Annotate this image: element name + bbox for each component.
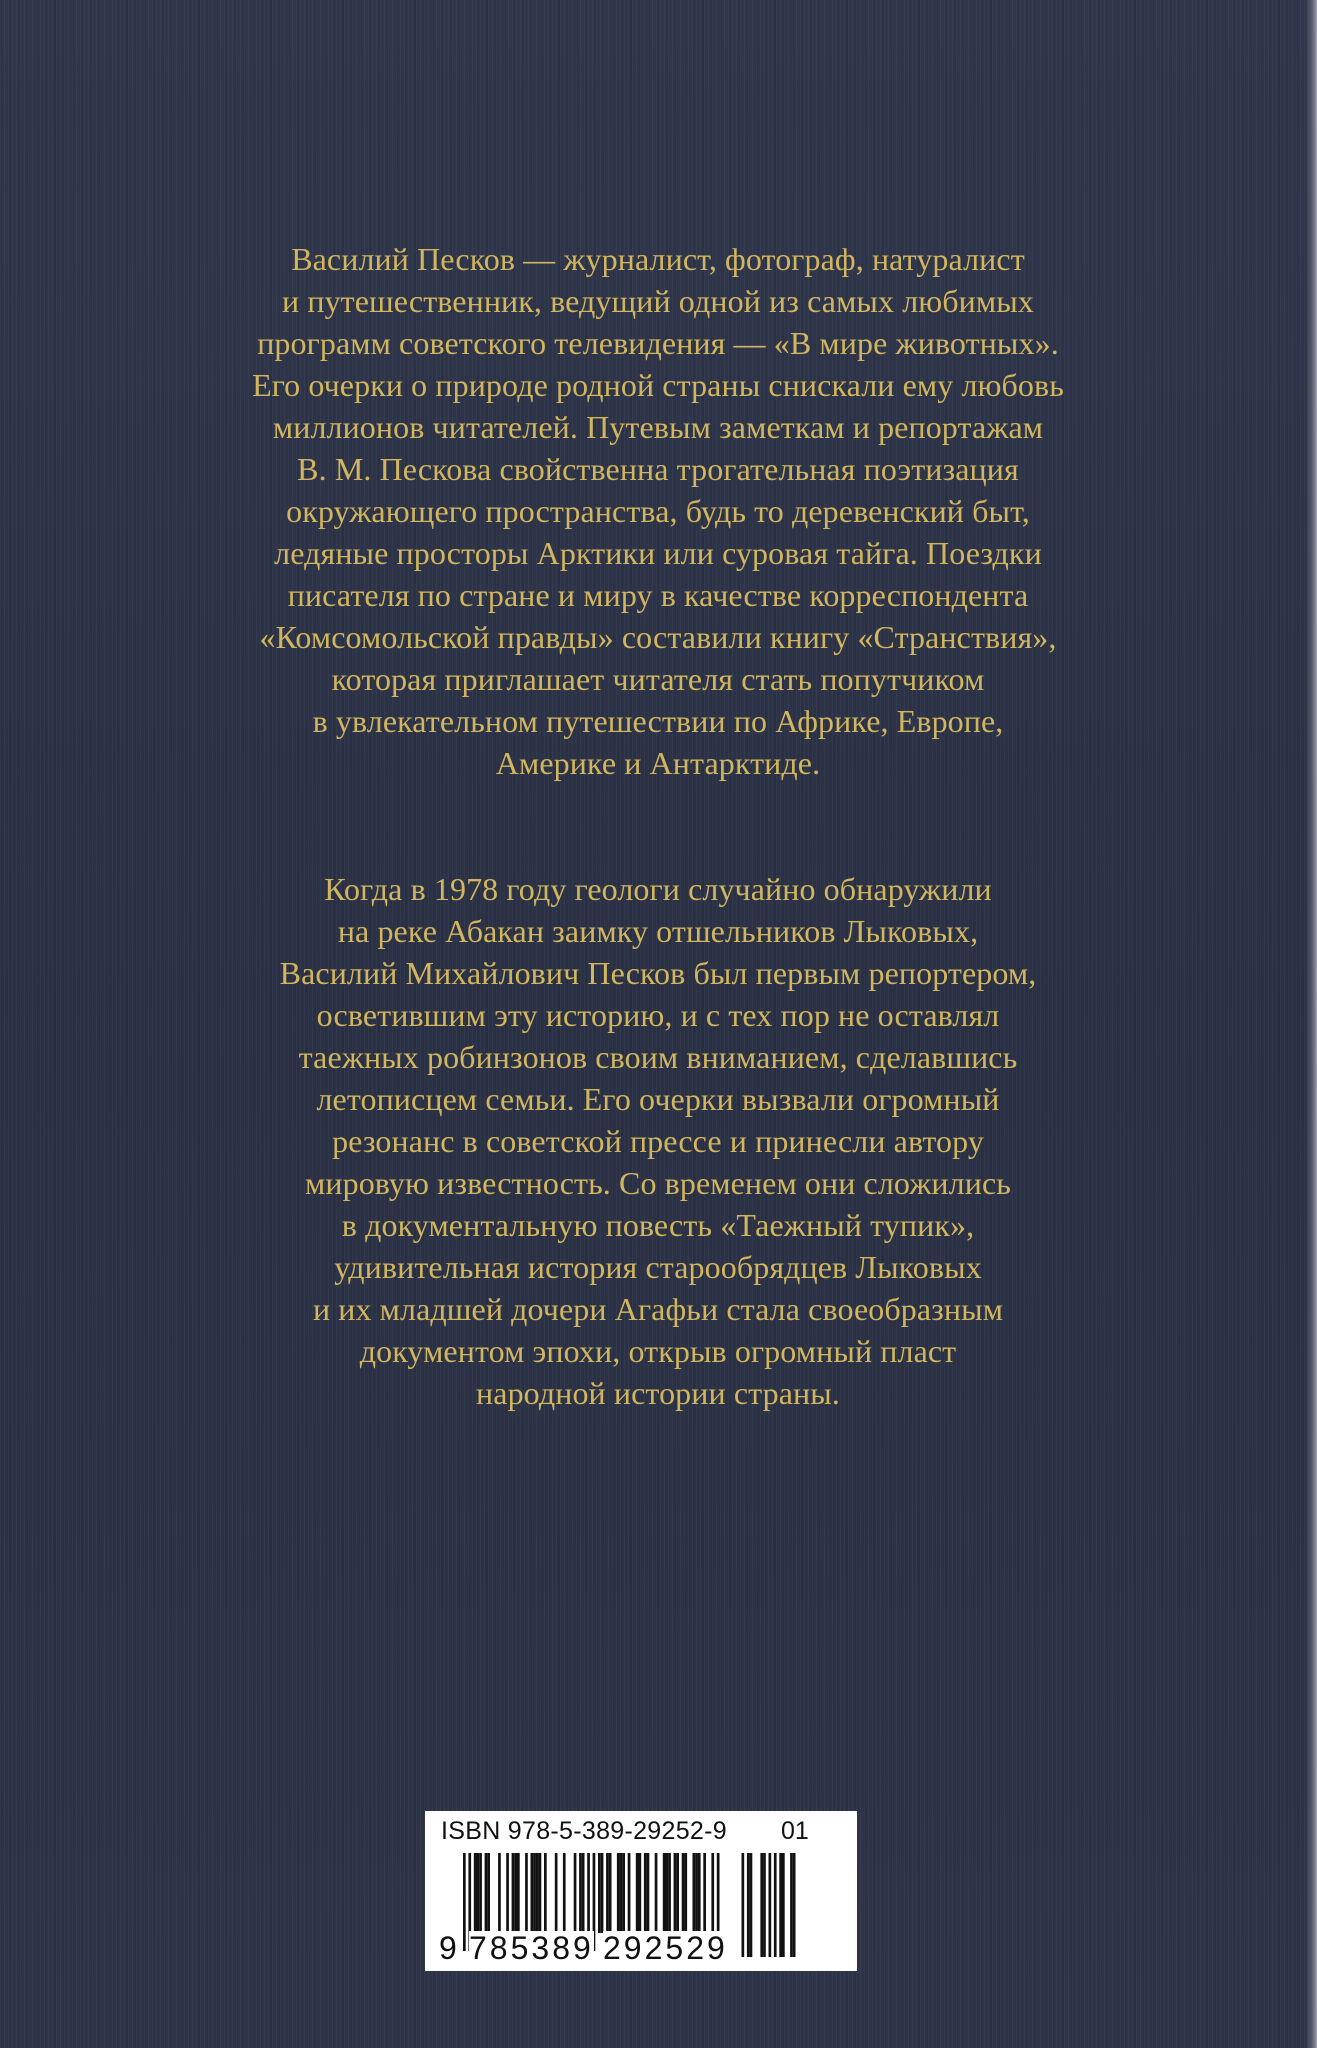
barcode-bar [544,1853,547,1933]
paragraph-line: таежных робинзонов своим вниманием, сделавшись [298,1039,1018,1075]
barcode-bar [536,1853,539,1933]
isbn-label: ISBN 978-5-389-29252-9 [441,1817,727,1845]
paragraph-line: Его очерки о природе родной страны снискали ему любовь [252,367,1064,403]
paragraph-line: которая приглашает читателя стать попутчиком [331,661,985,697]
ean-first-digit: 9 [439,1930,457,1966]
paragraph-line: писателя по стране и миру в качестве корреспондента [287,577,1029,613]
barcode-bar [674,1853,677,1933]
paragraph-line: документом эпохи, открыв огромный пласт [359,1333,957,1369]
barcode-bar [609,1853,612,1933]
addon-bar [760,1853,763,1957]
paragraph-line: миллионов читателей. Путевым заметкам и репортажам [272,409,1044,445]
barcode-bar [695,1853,698,1933]
addon-bar [742,1853,745,1957]
addon-bar [790,1853,793,1957]
barcode-bar [477,1853,480,1933]
barcode-bar [525,1853,528,1933]
paragraph-line: программ советского телевидения — «В мире животных». [257,325,1059,361]
barcode-bar [703,1853,706,1933]
barcode-bar [512,1853,515,1933]
paragraph-line: в увлекательном путешествии по Африке, Европе, [312,703,1004,739]
barcode-bar [622,1853,625,1933]
barcode-bar [666,1853,669,1933]
paragraph-line: ледяные просторы Арктики или суровая тайга. Поездки [274,535,1042,571]
paragraph-line: Америке и Антарктиде. [495,745,821,781]
barcode-bar [506,1853,509,1933]
addon-bar [769,1853,772,1957]
paragraph-line: В. М. Пескова свойственна трогательная поэтизация [297,451,1019,487]
barcode-bar [606,1853,609,1933]
ean-right-digits: 292529 [603,1930,728,1966]
ean-left-digits: 785389 [469,1930,594,1966]
barcode-bar [639,1853,642,1933]
barcode-bar [485,1853,488,1933]
description-paragraph-2 [158,868,1158,1414]
barcode-bar [574,1853,577,1933]
barcode-bar [647,1853,650,1933]
barcode-bar [598,1853,601,1933]
paragraph-line: летописцем семьи. Его очерки вызвали огромный [316,1081,1000,1117]
barcode-bar [539,1853,542,1933]
barcode-bar [487,1853,490,1933]
paragraph-line: удивительная история старообрядцев Лыковых [334,1249,982,1285]
barcode-bar [620,1853,623,1933]
paragraph-line: и путешественник, ведущий одной из самых любимых [282,283,1034,319]
barcode-bar [533,1853,536,1933]
barcode-bar [479,1853,482,1933]
addon-bar [774,1853,777,1957]
paragraph-line: и их младшей дочери Агафьи стала своеобразным [312,1291,1004,1327]
barcode-bar [628,1853,631,1933]
paragraph-line: Когда в 1978 году геологи случайно обнаружили [324,871,992,907]
barcode-bar [555,1853,558,1933]
addon-bar [779,1853,782,1957]
addon-bar [750,1853,753,1957]
barcode-bar [474,1853,477,1933]
paragraph-line: Василий Михайлович Песков был первым репортером, [279,955,1037,991]
barcode-bar [517,1853,520,1933]
barcode-bar [663,1853,666,1933]
barcode-bar [668,1853,671,1933]
addon-bar [782,1853,785,1957]
paragraph-line: мировую известность. Со временем они сложились [305,1165,1011,1201]
barcode-bar [563,1853,566,1933]
barcode-bar [514,1853,517,1933]
barcode-bar [579,1853,582,1933]
addon-code: 01 [781,1817,809,1845]
paragraph-line: осветившим эту историю, и с тех пор не оставлял [316,997,1000,1033]
paragraph-line: «Комсомольской правды» составили книгу «Странствия», [259,619,1057,655]
barcode-bar [463,1853,466,1951]
paragraph-line: народной истории страны. [476,1375,840,1411]
barcode-bar [582,1853,585,1933]
barcode-bar [531,1853,534,1933]
barcode-bar [601,1853,604,1933]
addon-bar [793,1853,796,1957]
barcode-bar [698,1853,701,1933]
barcode-bar [498,1853,501,1933]
barcode-bar [693,1853,696,1933]
barcode-bar [644,1853,647,1933]
isbn-barcode [425,1811,857,1971]
paragraph-line: окружающего пространства, будь то деревенский быт, [286,493,1030,529]
barcode-bar [655,1853,658,1933]
paragraph-line: на реке Абакан заимку отшельников Лыковых, [337,913,979,949]
paragraph-line: в документальную повесть «Таежный тупик», [341,1207,975,1243]
paragraph-line: Василий Песков — журналист, фотограф, натуралист [291,241,1025,277]
addon-bar [747,1853,750,1957]
addon-bar [763,1853,766,1957]
barcode-bar [617,1853,620,1933]
barcode-bar [676,1853,679,1933]
barcode-bar [684,1853,687,1933]
barcode-bar [636,1853,639,1933]
barcode-bar [682,1853,685,1933]
description-paragraph-1 [158,238,1158,784]
paragraph-line: резонанс в советской прессе и принесли автору [332,1123,984,1159]
cover-edge [1305,0,1317,2048]
